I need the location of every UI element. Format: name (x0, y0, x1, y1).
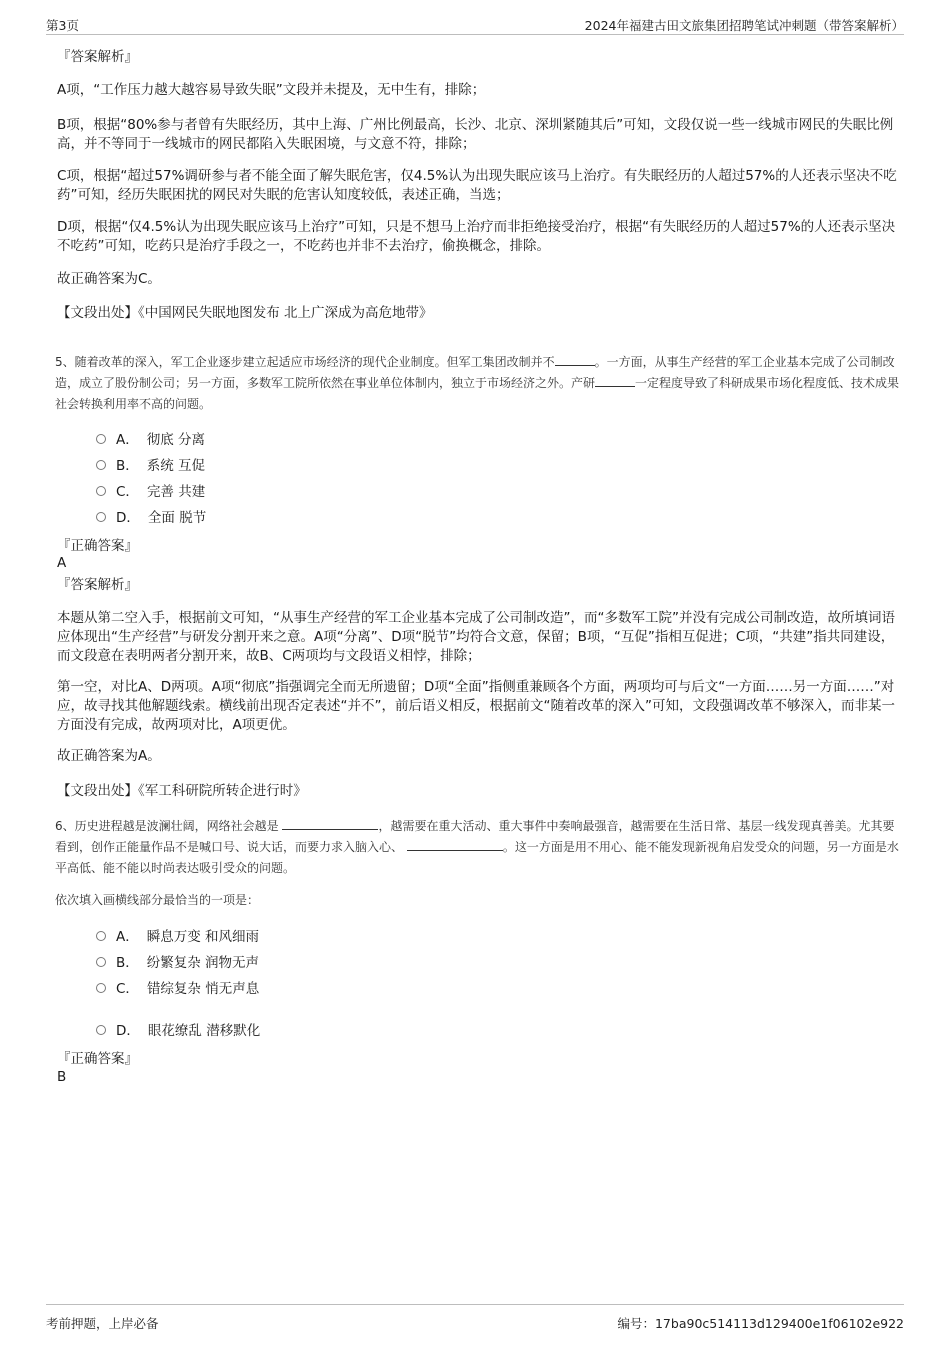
q4-source: 【文段出处】《中国网民失眠地图发布 北上广深成为高危地带》 (57, 305, 433, 321)
q4-analysis-c: C项，根据“超过57%调研参与者不能全面了解失眠危害，仅4.5%认为出现失眠应该马上治疗。有失眠经历的人超过57%的人还表示坚决不吃药”可知，经历失眠困扰的网民对失眠的危害认知度较低，表述正确，当选； (57, 168, 897, 203)
footer-slogan: 考前押题，上岸必备 (46, 1316, 159, 1331)
q4-analysis-d: D项，根据“仅4.5%认为出现失眠应该马上治疗”可知，只是不想马上治疗而非拒绝接受治疗，根据“有失眠经历的人超过57%的人还表示坚决不吃药”可知，吃药只是治疗手段之一，不吃药也并非不去治疗，偷换概念，排除。 (57, 219, 896, 254)
q5-option-b[interactable]: B． 系统 互促 (96, 457, 205, 475)
q5-option-c[interactable]: C． 完善 共建 (96, 483, 205, 501)
q5-option-d[interactable]: D． 全面 脱节 (96, 509, 206, 527)
q5-source: 【文段出处】《军工科研院所转企进行时》 (57, 783, 307, 799)
q5-analysis-p2: 第一空，对比A、D两项。A项“彻底”指强调完全而无所遗留；D项“全面”指侧重兼顾各个方面，两项均可与后文“一方面……另一方面……”对应，故寻找其他解题线索。横线前出现否定表述“并不”，前后语义相反，根据前文“随着改革的深入”可知，文段强调改革不够深入，而非某一方面没有完成，故两项对比，A项更优。 (57, 679, 895, 733)
radio-icon[interactable] (96, 486, 106, 496)
radio-icon[interactable] (96, 1025, 106, 1035)
q5-analysis-p1: 本题从第二空入手，根据前文可知，“从事生产经营的军工企业基本完成了公司制改造”，而“多数军工院”并没有完成公司制改造，故所填词语应体现出“生产经营”与研发分割开来之意。A项“分离”、D项“脱节”均符合文意，保留；B项，“互促”指相互促进；C项，“共建”指共同建设，而文段意在表明两者分割开来，故B、C两项均与文段语义相悖，排除； (57, 610, 895, 664)
q5-analysis-label: 『答案解析』 (57, 577, 138, 593)
q6-option-c[interactable]: C． 错综复杂 悄无声息 (96, 980, 259, 998)
document-title: 2024年福建古田文旅集团招聘笔试冲刺题（带答案解析） (584, 18, 904, 33)
radio-icon[interactable] (96, 512, 106, 522)
q4-analysis-label: 『答案解析』 (57, 49, 138, 65)
q5-blank-1 (555, 353, 595, 366)
q6-option-a[interactable]: A． 瞬息万变 和风细雨 (96, 928, 259, 946)
q5-stem: 5、随着改革的深入，军工企业逐步建立起适应市场经济的现代企业制度。但军工集团改制并不 。一方面，从事生产经营的军工企业基本完成了公司制改造，成立了股份制公司；另一方面，多数军工院所依然在事业单位体制内，独立于市场经济之外。产研 一定程度导致了科研成果市场化程度低、技术成果社会转换利用率不高的问题。 (55, 355, 900, 411)
q4-analysis-a: A项，“工作压力越大越容易导致失眠”文段并未提及，无中生有，排除； (57, 82, 486, 98)
q5-conclusion: 故正确答案为A。 (57, 748, 161, 764)
q5-answer-label: 『正确答案』 (57, 538, 138, 554)
radio-icon[interactable] (96, 931, 106, 941)
document-id: 编号：17ba90c514113d129400e1f06102e922 (617, 1316, 904, 1331)
radio-icon[interactable] (96, 957, 106, 967)
q5-option-a[interactable]: A． 彻底 分离 (96, 431, 205, 449)
q6-answer: B (57, 1069, 67, 1085)
q5-blank-2 (595, 374, 635, 387)
radio-icon[interactable] (96, 983, 106, 993)
q5-answer: A (57, 555, 67, 571)
q6-answer-label: 『正确答案』 (57, 1051, 138, 1067)
q6-option-d[interactable]: D． 眼花缭乱 潜移默化 (96, 1022, 260, 1040)
q6-blank-2 (407, 838, 503, 851)
page-number: 第3页 (46, 18, 79, 33)
page-header (46, 14, 904, 35)
q4-conclusion: 故正确答案为C。 (57, 271, 161, 287)
q6-blank-1 (282, 817, 378, 830)
q6-option-b[interactable]: B． 纷繁复杂 润物无声 (96, 954, 259, 972)
radio-icon[interactable] (96, 460, 106, 470)
page-footer (46, 1304, 904, 1331)
q6-prompt: 依次填入画横线部分最恰当的一项是： (55, 893, 260, 907)
q4-analysis-b: B项，根据“80%参与者曾有失眠经历，其中上海、广州比例最高，长沙、北京、深圳紧随其后”可知，文段仅说一些一线城市网民的失眠比例高，并不等同于一线城市的网民都陷入失眠困境，与文意不符，排除； (57, 117, 894, 152)
radio-icon[interactable] (96, 434, 106, 444)
q6-stem: 6、历史进程越是波澜壮阔，网络社会越是 ，越需要在重大活动、重大事件中奏响最强音，越需要在生活日常、基层一线发现真善美。尤其要看到，创作正能量作品不是喊口号、说大话，而要力求入脑入心、 。这一方面是用不用心、能不能发现新视角启发受众的问题，另一方面是水平高低、能不能以时尚表达吸引受众的问题。 (55, 819, 899, 875)
